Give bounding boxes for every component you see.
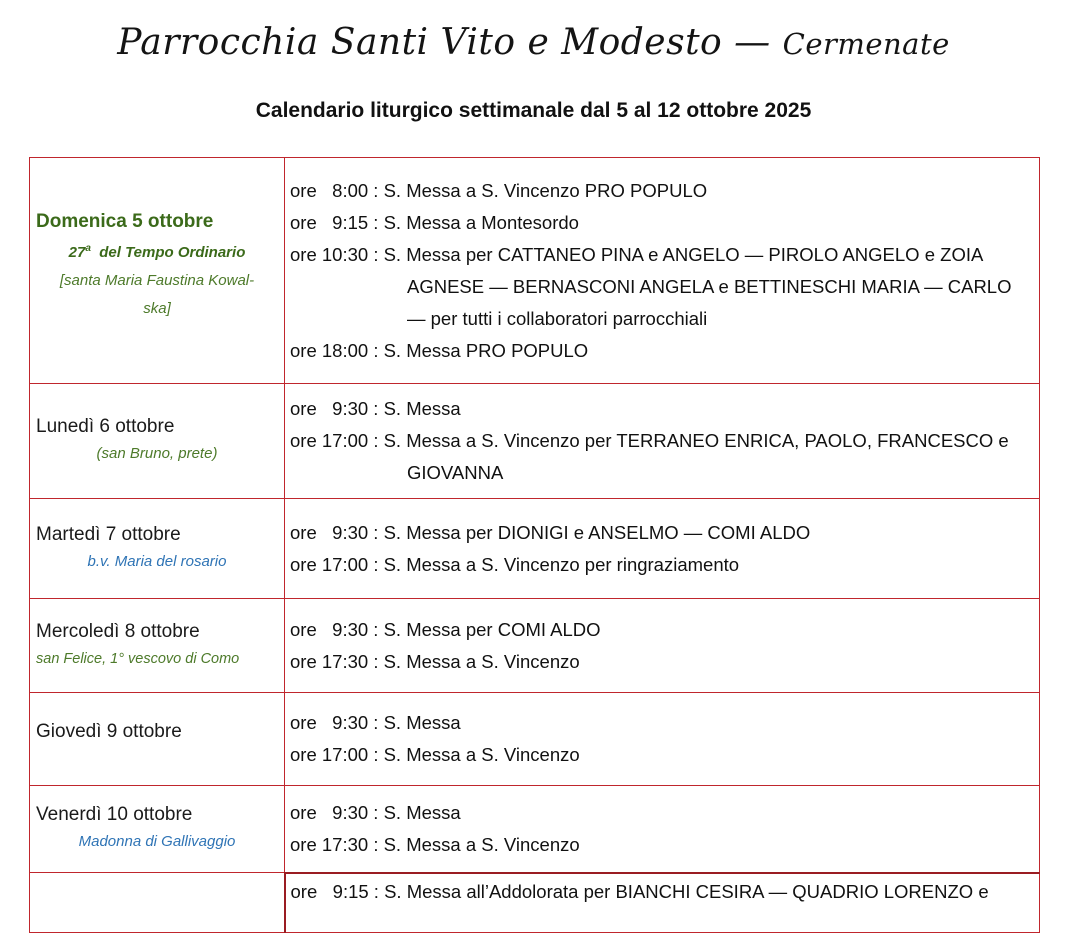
day-cell [30,158,285,384]
service-line [290,207,1033,239]
service-line [290,829,1033,861]
service-time: ore 17:00 : [290,553,384,575]
table-row-martedi [30,499,1040,599]
liturgical-week-note [36,235,284,267]
service-text: S. Messa PRO POPULO [383,339,589,361]
service-text: S. Messa a S. Vincenzo [383,650,580,672]
day-cell [30,499,285,599]
day-name: Venerdì 10 ottobre [36,804,193,825]
service-line [290,517,1033,549]
service-line [290,239,1033,271]
saint-note: san Felice, 1° vescovo di Como [36,650,240,667]
saint-note: (san Bruno, prete) [96,445,218,462]
table-row-giovedi [30,693,1040,786]
day-cell [30,873,285,933]
service-time: ore 9:30 : [290,712,384,733]
services-cell [285,499,1040,599]
saint-note: [santa Maria Faustina Kowal- ska] [59,271,255,317]
service-text: S. Messa per COMI ALDO [383,618,601,640]
service-time: ore 17:30 : [290,833,384,855]
liturgical-calendar-table [29,157,1040,933]
service-time: ore 9:30 : [290,521,384,543]
services-cell [285,158,1040,384]
service-continuation: GIOVANNA [407,462,504,483]
service-time: ore 17:30 : [290,650,384,672]
service-line [290,739,1033,771]
service-text: S. Messa a S. Vincenzo [383,833,580,855]
service-text: S. Messa a S. Vincenzo [383,744,580,765]
service-line [290,797,1033,829]
service-continuation: — per tutti i collaboratori parrocchiali [407,307,708,329]
service-time: ore 10:30 : [290,243,384,265]
week-number: 27 [68,243,86,261]
day-name: Giovedì 9 ottobre [36,721,182,742]
day-cell [30,384,285,499]
service-time: ore 9:30 : [290,398,384,419]
service-continuation: AGNESE — BERNASCONI ANGELA e BETTINESCHI MARIA — CARLO [407,275,1012,297]
service-text: S. Messa all’Addolorata per BIANCHI CESIRA — QUADRIO LORENZO e [384,880,989,902]
service-text: S. Messa [383,398,461,419]
day-name: Lunedì 6 ottobre [36,416,175,437]
table-row-domenica [30,158,1040,384]
service-line [290,614,1033,646]
table-row-sabato [30,873,1040,933]
table-row-lunedi [30,384,1040,499]
day-name: Martedì 7 ottobre [36,523,181,545]
day-name: Domenica 5 ottobre [36,210,214,232]
service-line [290,335,1033,367]
service-line [290,425,1033,457]
title-separator: — [722,22,783,63]
service-text: S. Messa per DIONIGI e ANSELMO — COMI ALDO [383,521,811,543]
services-cell [285,384,1040,499]
service-text: S. Messa a Montesordo [383,211,579,233]
service-text: S. Messa per CATTANEO PINA e ANGELO — PIROLO ANGELO e ZOIA [383,243,984,265]
services-cell [285,786,1040,873]
table-row-mercoledi [30,599,1040,693]
parish-place: Cermenate [782,27,950,61]
service-line [290,707,1033,739]
services-cell [285,873,1040,933]
parish-name: Parrocchia Santi Vito e Modesto [117,22,723,63]
saint-note: b.v. Maria del rosario [87,552,227,570]
ordinal-sup: a [85,242,91,254]
saint-note: Madonna di Gallivaggio [78,833,236,850]
day-cell [30,786,285,873]
service-line [290,646,1033,678]
service-time: ore 8:00 : [290,179,384,201]
service-time: ore 18:00 : [290,339,384,361]
service-time: ore 9:15 : [290,211,384,233]
service-time: ore 9:15 : [290,880,385,902]
service-text: S. Messa [383,801,461,823]
calendar-subtitle: Calendario liturgico settimanale dal 5 al 12 ottobre 2025 [255,99,812,122]
service-line [290,175,1033,207]
service-line [290,549,1033,581]
week-label: del Tempo Ordinario [90,243,246,261]
service-text: S. Messa [383,712,461,733]
service-time: ore 17:00 : [290,430,384,451]
service-text: S. Messa a S. Vincenzo PRO POPULO [383,179,708,201]
service-line [290,393,1033,425]
day-cell [30,599,285,693]
service-time: ore 9:30 : [290,618,384,640]
services-cell [285,693,1040,786]
parish-title [0,22,1067,63]
day-cell [30,693,285,786]
day-name: Mercoledì 8 ottobre [36,620,200,642]
service-time: ore 17:00 : [290,744,384,765]
service-text: S. Messa a S. Vincenzo per ringraziamento [383,553,740,575]
service-time: ore 9:30 : [290,801,384,823]
service-text: S. Messa a S. Vincenzo per TERRANEO ENRICA, PAOLO, FRANCESCO e [383,430,1009,451]
table-row-venerdi [30,786,1040,873]
services-cell [285,599,1040,693]
